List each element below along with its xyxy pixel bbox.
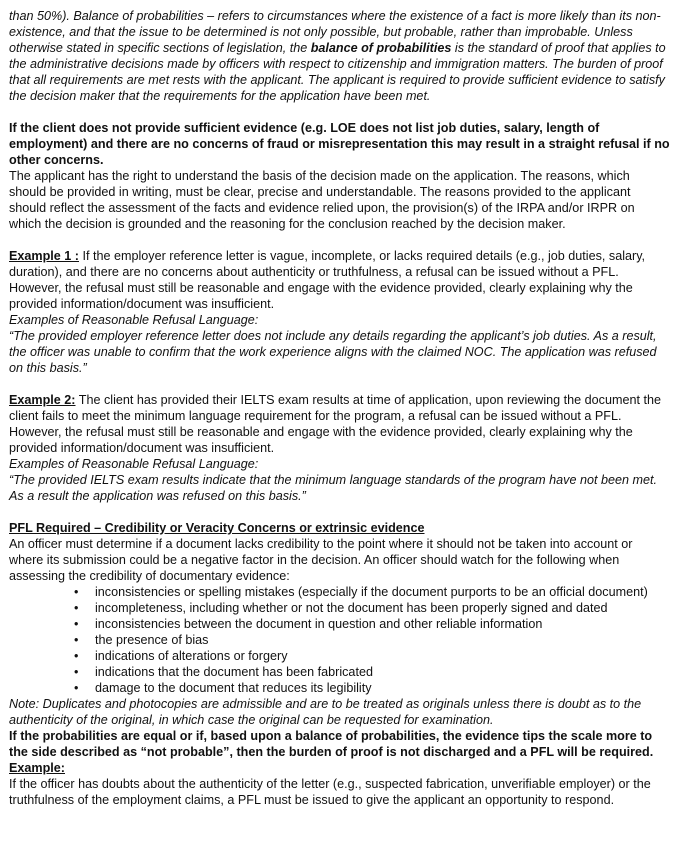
pfl-body: An officer must determine if a document lacks credibility to the point where it should not be taken into account or where its submission could be a negative factor in the decision. An officer should watch for the following when assessing the credibility of documentary evidence: bbox=[9, 537, 633, 583]
list-item: • indications of alterations or forgery bbox=[95, 648, 670, 664]
pfl-heading: PFL Required – Credibility or Veracity Concerns or extrinsic evidence bbox=[9, 521, 425, 535]
list-item: • the presence of bias bbox=[95, 632, 670, 648]
pfl-example-label: Example: bbox=[9, 761, 65, 775]
intro-bold-term: balance of probabilities bbox=[310, 41, 452, 55]
spacer bbox=[9, 376, 670, 392]
example-2-body: The client has provided their IELTS exam results at time of application, upon reviewing the document the client fails to meet the minimum language requirement for the program, a refusal can be issued without a PFL. However, the refusal must still be reasonable and engage with the evidence provided, clearly explaining why the provided information/document was insufficient. bbox=[9, 393, 661, 455]
spacer bbox=[9, 504, 670, 520]
list-item: • incompleteness, including whether or not the document has been properly signed and dated bbox=[95, 600, 670, 616]
example-2-paragraph bbox=[9, 392, 670, 456]
pfl-example-body: If the officer has doubts about the authenticity of the letter (e.g., suspected fabrication, unverifiable employer) or the truthfulness of the employment claims, a PFL must be issued to give the applicant an opportunity to respond. bbox=[9, 777, 651, 807]
spacer bbox=[9, 232, 670, 248]
example-2-label: Example 2: bbox=[9, 393, 76, 407]
list-item: • indications that the document has been fabricated bbox=[95, 664, 670, 680]
list-item: • damage to the document that reduces its legibility bbox=[95, 680, 670, 696]
credibility-criteria-list bbox=[9, 584, 670, 696]
example-1-paragraph bbox=[9, 248, 670, 312]
intro-paragraph bbox=[9, 8, 670, 104]
example-2-language-label: Examples of Reasonable Refusal Language: bbox=[9, 457, 259, 471]
list-item: • inconsistencies between the document in question and other reliable information bbox=[95, 616, 670, 632]
list-item: • inconsistencies or spelling mistakes (especially if the document purports to be an official document) bbox=[95, 584, 670, 600]
intro-text-start: than 50%). Balance of probabilities – refers to circumstances where the existence of a fact is more likely than its non-existence, and that the issue to be determined is not only possible, but probable, rather than improbable. Unless otherwise stated in specific sections of legislation, the bbox=[9, 9, 661, 55]
duplicates-note: Note: Duplicates and photocopies are admissible and are to be treated as originals unless there is doubt as to the authenticity of the original, in which case the original can be requested for examination. bbox=[9, 697, 642, 727]
example-1-quote: “The provided employer reference letter does not include any details regarding the applicant’s job duties. As a result, the officer was unable to confirm that the work experience aligns with the claimed NOC. The application was refused on this basis.” bbox=[9, 329, 657, 375]
example-1-label: Example 1 : bbox=[9, 249, 79, 263]
spacer bbox=[9, 104, 670, 120]
burden-of-proof-rule: If the probabilities are equal or if, based upon a balance of probabilities, the evidence tips the scale more to the side described as “not probable”, then the burden of proof is not discharged and a PFL will be required. bbox=[9, 729, 654, 759]
example-2-quote: “The provided IELTS exam results indicate that the minimum language standards of the program have not been met. As a result the application was refused on this basis.” bbox=[9, 473, 657, 503]
insufficient-evidence-heading: If the client does not provide sufficient evidence (e.g. LOE does not list job duties, salary, length of employment) and there are no concerns of fraud or misrepresentation this may result in a straight refusal if no other concerns. bbox=[9, 121, 670, 167]
example-1-body: If the employer reference letter is vague, incomplete, or lacks required details (e.g., job duties, salary, duration), and there are no concerns about authenticity or truthfulness, a refusal can be issued without a PFL. However, the refusal must still be reasonable and engage with the evidence provided, clearly explaining why the provided information/document was insufficient. bbox=[9, 249, 646, 311]
intro-text-end: is the standard of proof that applies to the administrative decisions made by officers with respect to citizenship and immigration matters. The burden of proof that all requirements are met rests with the applicant. The applicant is required to provide sufficient evidence to satisfy the decision maker that the requirements for the application have been met. bbox=[9, 41, 666, 103]
example-1-language-label: Examples of Reasonable Refusal Language: bbox=[9, 313, 259, 327]
insufficient-evidence-body: The applicant has the right to understand the basis of the decision made on the application. The reasons, which should be provided in writing, must be clear, precise and understandable. The reasons provided to the applicant should reflect the assessment of the facts and evidence relied upon, the provision(s) of the IRPA and/or IRPR on which the decision is grounded and the reasoning for the conclusion reached by the decision maker. bbox=[9, 169, 635, 231]
